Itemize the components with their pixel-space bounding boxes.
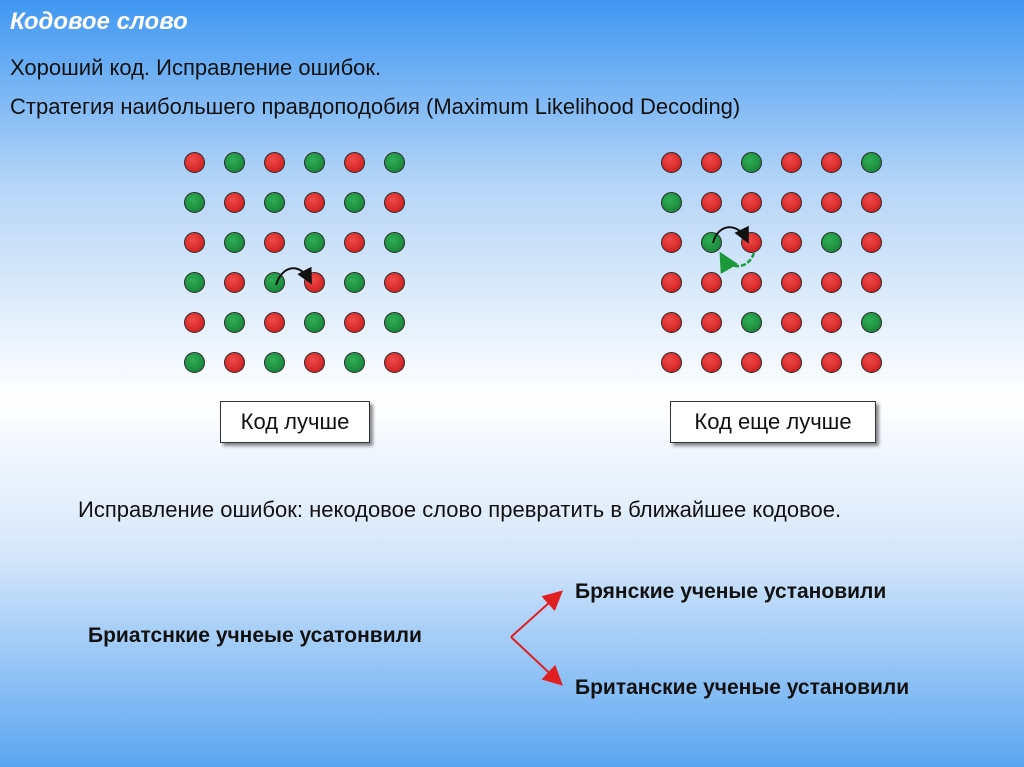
branch-arrow-icon — [511, 637, 560, 683]
branch-arrow-icon — [511, 593, 560, 637]
typo-phrase: Бриатснкие учнеые усатонвили — [88, 624, 422, 647]
error-correction-explanation: Исправление ошибок: некодовое слово превратить в ближайшее кодовое. — [78, 497, 842, 522]
subtitle-good-code: Хороший код. Исправление ошибок. — [10, 55, 382, 80]
slide-title: Кодовое слово — [10, 8, 188, 35]
candidate-bryansk: Брянские ученые установили — [575, 580, 887, 603]
subtitle-ml-strategy: Стратегия наибольшего правдоподобия (Maximum Likelihood Decoding) — [10, 94, 741, 119]
label-code-better: Код лучше — [220, 401, 370, 443]
curved-arrow-icon — [722, 253, 754, 266]
candidate-british: Британские ученые установили — [575, 676, 910, 699]
label-code-even-better: Код еще лучше — [670, 401, 876, 443]
curved-arrow-icon — [276, 268, 310, 285]
curved-arrow-icon — [713, 227, 747, 243]
